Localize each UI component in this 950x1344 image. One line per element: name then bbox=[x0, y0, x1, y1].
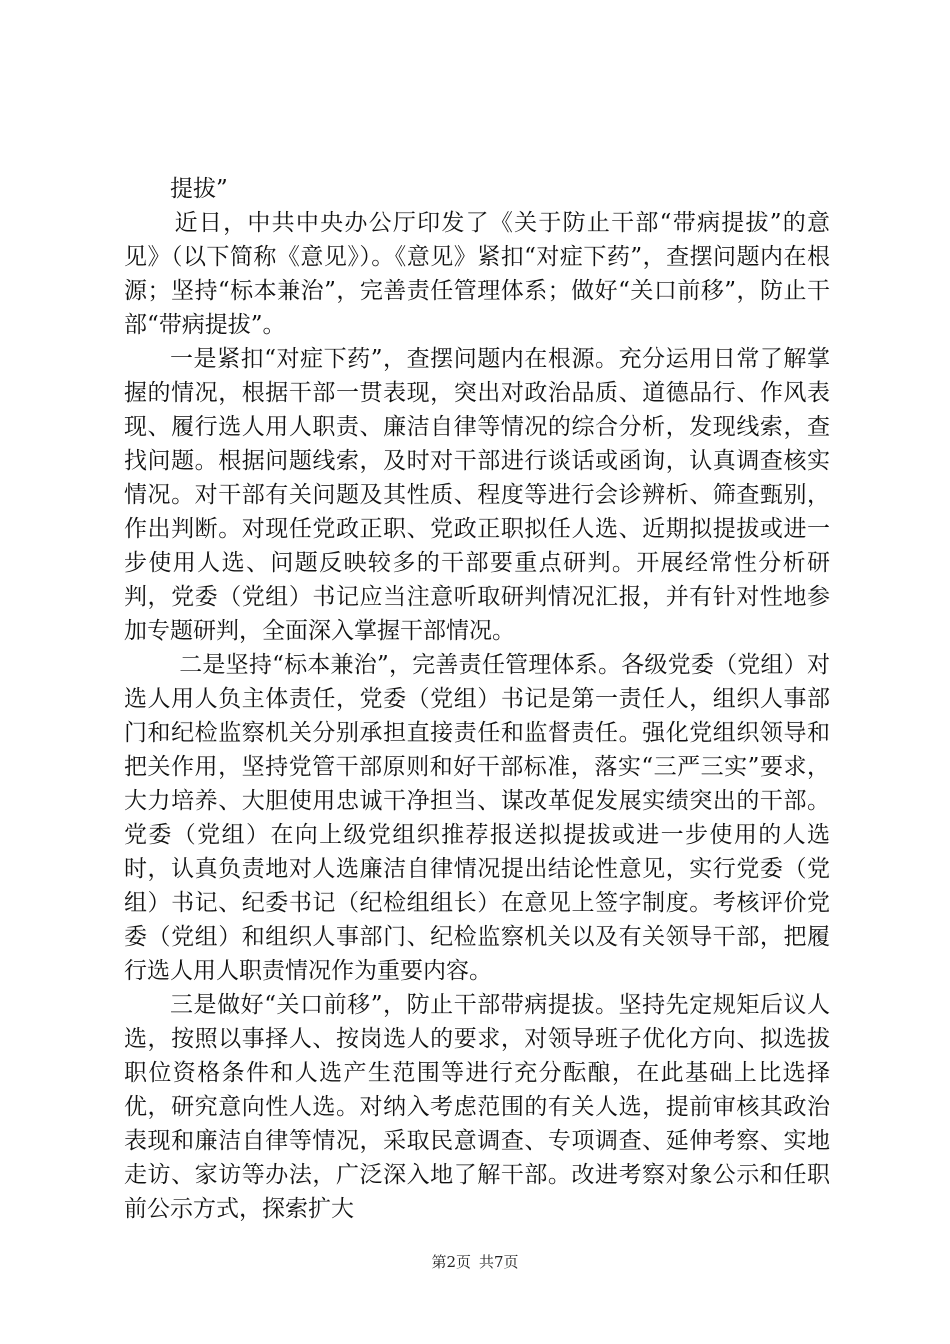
page-footer bbox=[0, 1252, 950, 1272]
paragraph-title-tail: 提拔” bbox=[170, 176, 228, 202]
paragraph-point-three: 三是做好“关口前移”，防止干部带病提拔。坚持先定规矩后议人选，按照以事择人、按岗选人的要求，对领导班子优化方向、拟选拔职位资格条件和人选产生范围等进行充分酝酿，在此基础上比选择优，研究意向性人选。对纳入考虑范围的有关人选，提前审核其政治表现和廉洁自律等情况，采取民意调查、专项调查、延伸考察、实地走访、家访等办法，广泛深入地了解干部。改进考察对象公示和任职前公示方式，探索扩大 bbox=[124, 992, 830, 1222]
paragraph-point-one: 一是紧扣“对症下药”，查摆问题内在根源。充分运用日常了解掌握的情况，根据干部一贯表现，突出对政治品质、道德品行、作风表现、履行选人用人职责、廉洁自律等情况的综合分析，发现线索，查找问题。根据问题线索，及时对干部进行谈话或函询，认真调查核实情况。对干部有关问题及其性质、程度等进行会诊辨析、筛查甄别，作出判断。对现任党政正职、党政正职拟任人选、近期拟提拔或进一步使用人选、问题反映较多的干部要重点研判。开展经常性分析研判，党委（党组）书记应当注意听取研判情况汇报，并有针对性地参加专题研判，全面深入掌握干部情况。 bbox=[124, 346, 830, 644]
page-number: 第2页 bbox=[431, 1253, 471, 1271]
page-total: 共7页 bbox=[479, 1253, 519, 1271]
document-body bbox=[124, 172, 830, 1226]
paragraph-intro: 近日，中共中央办公厅印发了《关于防止干部“带病提拔”的意见》（以下简称《意见》）。《意见》紧扣“对症下药”，查摆问题内在根源；坚持“标本兼治”，完善责任管理体系；做好“关口前移”，防止干部“带病提拔”。 bbox=[124, 210, 830, 338]
paragraph-point-two: 二是坚持“标本兼治”，完善责任管理体系。各级党委（党组）对选人用人负主体责任，党委（党组）书记是第一责任人，组织人事部门和纪检监察机关分别承担直接责任和监督责任。强化党组织领导和把关作用，坚持党管干部原则和好干部标准，落实“三严三实”要求，大力培养、大胆使用忠诚干净担当、谋改革促发展实绩突出的干部。党委（党组）在向上级党组织推荐报送拟提拔或进一步使用的人选时，认真负责地对人选廉洁自律情况提出结论性意见，实行党委（党组）书记、纪委书记（纪检组组长）在意见上签字制度。考核评价党委（党组）和组织人事部门、纪检监察机关以及有关领导干部，把履行选人用人职责情况作为重要内容。 bbox=[124, 652, 830, 984]
